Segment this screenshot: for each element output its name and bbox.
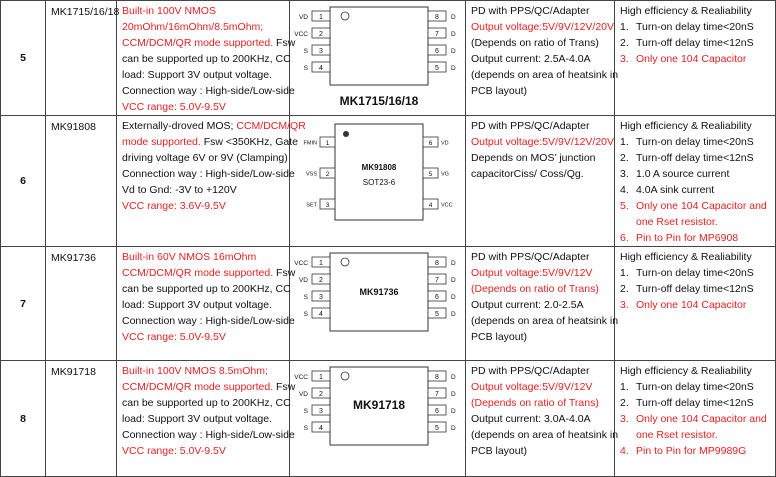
text-line: PCB layout) [471,445,528,457]
chip-body [335,124,423,220]
text-line: Output current: 2.5A-4.0A [471,53,591,65]
list-text: one Rset resistor. [636,216,718,228]
list-number: 2. [620,283,629,295]
description-cell [117,361,296,477]
text-line [122,379,296,395]
text-line: Built-in 100V NMOS 8.5mOhm; [122,365,268,377]
package-diagram-cell [290,247,466,361]
efficiency-list [620,19,770,67]
pin-label: D [451,31,456,38]
list-item [620,198,770,214]
pin-number: 3 [319,48,323,55]
text-segment: CCM/DCM/QR mode supported. [122,37,274,49]
pin-number: 8 [435,374,439,381]
efficiency-heading: High efficiency & Realiability [620,251,752,263]
list-item [620,379,770,395]
list-text: Only one 104 Capacitor [636,53,747,65]
chip-pinout-diagram [290,247,466,359]
pin-label: D [451,374,456,381]
list-text: Turn-off delay time<12nS [636,397,754,409]
list-text: Turn-on delay time<20nS [636,21,754,33]
text-line: Output voltage:5V/9V/12V [471,267,593,279]
text-line: Connection way : High-side/Low-side [122,429,295,441]
pin-number: 1 [325,140,330,147]
model-name: MK91718 [46,361,117,477]
pin-label: VCC [294,374,308,381]
text-line: (Depends on ratio of Trans) [471,37,599,49]
package-diagram-cell [290,1,466,116]
pin-label: VCC [294,260,308,267]
pin-label: D [451,14,456,21]
pin-number: 2 [325,171,330,178]
chip-name: MK1715/16/18 [339,94,419,108]
pin-number: 3 [319,408,323,415]
pin-number: 5 [428,171,433,178]
chip-name: MK91736 [359,287,399,297]
package-diagram-cell [290,116,466,247]
pin-number: 8 [435,14,439,21]
chip-pinout-diagram [290,361,466,475]
text-line [122,265,296,281]
list-text: Only one 104 Capacitor and [636,200,767,212]
list-number: 5. [620,200,629,212]
pin-number: 2 [319,391,323,398]
efficiency-list [620,134,770,246]
text-line: load: Support 3V output voltage. [122,69,273,81]
text-line: can be supported up to 200KHz, CC [122,53,291,65]
list-text: Pin to Pin for MP9989G [636,445,747,457]
text-line: Built-in 100V NMOS [122,5,216,17]
text-line [122,118,306,134]
efficiency-heading: High efficiency & Realiability [620,365,752,377]
list-number: 6. [620,232,629,244]
list-text: Turn-off delay time<12nS [636,37,754,49]
pin-number: 5 [435,311,439,318]
pin-label: VSS [305,171,317,178]
list-item [620,230,770,246]
pin-label: VCC [441,202,453,209]
pin-number: 2 [319,277,323,284]
list-text: one Rset resistor. [636,429,718,441]
list-item [620,19,770,35]
pin-number: 8 [435,260,439,267]
text-line: VCC range: 5.0V-9.5V [122,331,226,343]
list-number: 1. [620,381,629,393]
pin-number: 5 [435,425,439,432]
pin-label: D [451,311,456,318]
list-text: Pin to Pin for MP6908 [636,232,739,244]
list-number: 1. [620,267,629,279]
pin-label: SET [306,202,317,209]
pin-label: VD [298,391,308,398]
list-text: Turn-on delay time<20nS [636,381,754,393]
text-line: Vd to Gnd: -3V to +120V [122,184,237,196]
list-item [620,35,770,51]
model-name: MK1715/16/18 [46,1,117,116]
chip-package: SOT23-6 [362,178,396,187]
list-item [620,427,770,443]
pin-label: D [451,294,456,301]
table-row [1,1,776,116]
pin-label: D [451,277,456,284]
pin-label: D [451,425,456,432]
text-line: (depends on area of heatsink in [471,315,619,327]
text-line: PCB layout) [471,85,528,97]
text-line: 20mOhm/16mOhm/8.5mOhm; [122,21,264,33]
efficiency-heading: High efficiency & Realiability [620,5,752,17]
list-number: 3. [620,53,629,65]
pin1-marker [343,131,349,137]
chip-name: MK91718 [352,398,406,412]
list-number: 2. [620,397,629,409]
text-line: PD with PPS/QC/Adapter [471,120,590,132]
text-line: can be supported up to 200KHz, CC [122,397,291,409]
text-line: Built-in 60V NMOS 16mOhm [122,251,257,263]
pin-number: 3 [325,202,330,209]
text-segment: CCM/DCM/QR mode supported. [122,381,274,393]
table-row [1,247,776,361]
text-line: PD with PPS/QC/Adapter [471,5,590,17]
pin-label: S [303,311,308,318]
text-line: load: Support 3V output voltage. [122,299,273,311]
pin-number: 7 [435,277,439,284]
text-line: (Depends on ratio of Trans) [471,397,599,409]
pin-label: S [303,65,308,72]
pin-number: 4 [319,425,323,432]
list-item [620,182,770,198]
list-number: 2. [620,152,629,164]
list-text: 4.0A sink current [636,184,715,196]
pin-number: 4 [428,202,433,209]
text-segment: CCM/DCM/QR mode supported. [122,267,274,279]
list-item [620,297,770,313]
text-segment: Fsw [273,37,296,49]
efficiency-cell [615,247,776,361]
pin-number: 6 [428,140,433,147]
list-item [620,281,770,297]
text-line: PD with PPS/QC/Adapter [471,365,590,377]
pin-label: D [451,391,456,398]
pd-output-cell [466,116,615,247]
list-text: Turn-off delay time<12nS [636,283,754,295]
pin-label: VG [441,171,449,178]
text-line: (depends on area of heatsink in [471,69,619,81]
pd-output-cell [466,247,619,361]
text-segment: mode supported. [122,136,201,148]
pin-number: 1 [319,14,323,21]
pin-label: VD [298,14,308,21]
pin-number: 2 [319,31,323,38]
text-segment: Fsw [273,267,296,279]
chip-pinout-diagram [290,1,466,114]
text-line: load: Support 3V output voltage. [122,413,273,425]
list-item [620,265,770,281]
pd-output-cell [466,1,619,116]
list-item [620,166,770,182]
pin-number: 1 [319,260,323,267]
pin-number: 5 [435,65,439,72]
text-line: VCC range: 3.6V-9.5V [122,200,226,212]
text-line: (depends on area of heatsink in [471,429,619,441]
pin-label: S [303,408,308,415]
pin-number: 4 [319,311,323,318]
pin-label: VD [298,277,308,284]
text-line: VCC range: 5.0V-9.5V [122,101,226,113]
row-number: 5 [1,1,46,116]
list-number: 4. [620,184,629,196]
chip-name: MK91808 [361,163,397,172]
efficiency-cell [615,361,776,477]
list-number: 3. [620,299,629,311]
text-line: VCC range: 5.0V-9.5V [122,445,226,457]
pin-label: S [303,48,308,55]
package-diagram-cell [290,361,466,477]
efficiency-heading: High efficiency & Realiability [620,120,752,132]
text-line: PD with PPS/QC/Adapter [471,251,590,263]
text-segment: Fsw <350KHz, Gate [200,136,298,148]
list-text: Only one 104 Capacitor and [636,413,767,425]
list-item [620,134,770,150]
list-text: Turn-on delay time<20nS [636,136,754,148]
pin-label: D [451,48,456,55]
text-line: Output voltage:5V/9V/12V [471,381,593,393]
description-cell [117,247,296,361]
row-number: 6 [1,116,46,247]
pin-number: 6 [435,408,439,415]
text-line [122,35,296,51]
pin-label: VD [441,140,449,147]
text-line: Output current: 2.0-2.5A [471,299,584,311]
efficiency-list [620,379,770,459]
pd-output-cell [466,361,619,477]
pin-number: 6 [435,48,439,55]
list-item [620,395,770,411]
text-line: Output voltage:5V/9V/12V/20V [471,136,615,148]
pin-label: D [451,408,456,415]
list-text: Turn-off delay time<12nS [636,152,754,164]
text-line: Output voltage:5V/9V/12V/20V [471,21,615,33]
text-line: can be supported up to 200KHz, CC [122,283,291,295]
text-line: Depends on MOS’ junction [471,152,596,164]
efficiency-cell [615,116,776,247]
pin-number: 6 [435,294,439,301]
list-number: 2. [620,37,629,49]
description-cell [117,1,296,116]
pin-number: 7 [435,391,439,398]
list-number: 3. [620,413,629,425]
model-name: MK91808 [46,116,117,247]
list-item [620,411,770,427]
list-number: 1. [620,136,629,148]
text-segment: Fsw [273,381,296,393]
text-line: Output current: 3.0A-4.0A [471,413,591,425]
text-line: Connection way : High-side/Low-side [122,168,295,180]
model-name: MK91736 [46,247,117,361]
text-line: PCB layout) [471,331,528,343]
pin-label: VCC [294,31,308,38]
list-number: 4. [620,445,629,457]
pin-number: 3 [319,294,323,301]
table-row [1,116,776,247]
table-body [1,1,776,477]
text-line: (Depends on ratio of Trans) [471,283,599,295]
list-text: Turn-on delay time<20nS [636,267,754,279]
chip-body [330,7,428,85]
list-item [620,214,770,230]
list-item [620,51,770,67]
pin-label: D [451,260,456,267]
text-line: Connection way : High-side/Low-side [122,315,295,327]
list-number: 1. [620,21,629,33]
table-row [1,361,776,477]
pin-number: 7 [435,31,439,38]
efficiency-list [620,265,770,313]
text-segment: Externally-droved MOS; [122,120,237,132]
pin-number: 1 [319,374,323,381]
efficiency-cell [615,1,776,116]
description-cell [117,116,306,247]
list-number: 3. [620,168,629,180]
list-text: Only one 104 Capacitor [636,299,747,311]
text-line: Connection way : High-side/Low-side [122,85,295,97]
row-number: 8 [1,361,46,477]
list-item [620,150,770,166]
pin-label: D [451,65,456,72]
pin-label: S [303,294,308,301]
list-item [620,443,770,459]
chip-pinout-diagram [290,116,466,237]
pin-label: S [303,425,308,432]
pin-number: 4 [319,65,323,72]
pin-label: FMIN [303,140,317,147]
text-line [122,134,298,150]
text-segment: CCM/DCM/QR [236,120,306,132]
text-line: capacitorCiss/ Coss/Qg. [471,168,584,180]
row-number: 7 [1,247,46,361]
text-line: driving voltage 6V or 9V (Clamping) [122,152,288,164]
list-text: 1.0 A source current [636,168,730,180]
